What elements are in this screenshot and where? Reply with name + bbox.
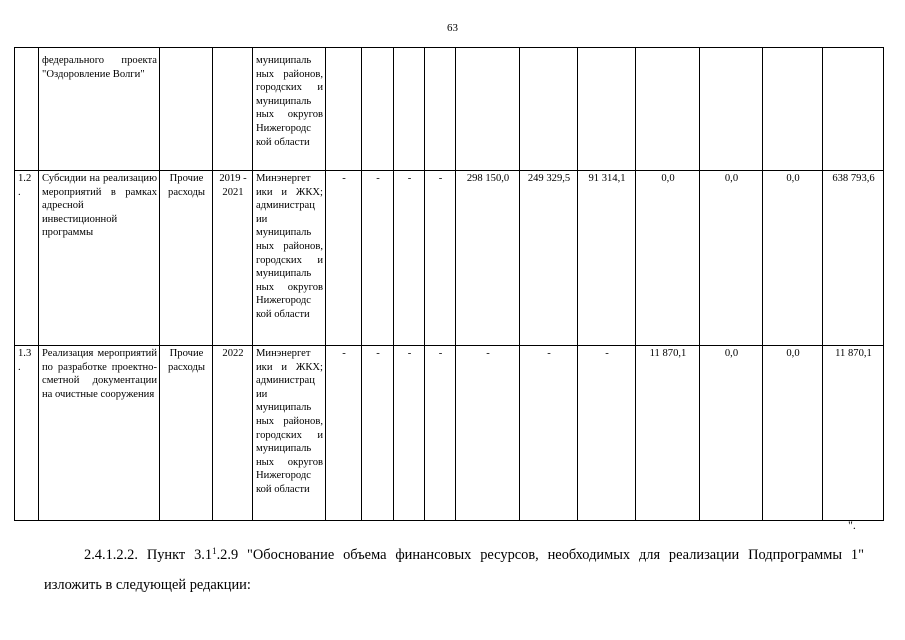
row-executor-cell: Минэнергет ики и ЖКХ; администрац ии муниципаль ных районов, городских и муниципаль ных округов Нижегородс кой области: [253, 171, 326, 346]
row-name-cell: федерального проекта "Оздоровление Волги": [39, 48, 160, 171]
paragraph-text-2: .2.9 "Обоснование объема финансовых ресурсов, необходимых для реализации Подпрограммы 1" изложить в следующей редакции:: [44, 547, 864, 593]
row-period-cell: 2019 - 2021: [213, 171, 253, 346]
row-executor-cell: Минэнергет ики и ЖКХ; администрац ии муниципаль ных районов, городских и муниципаль ных округов Нижегородс кой области: [253, 346, 326, 521]
row-value-cell: [456, 48, 520, 171]
row-value-cell: -: [520, 346, 578, 521]
row-value-cell: [636, 48, 700, 171]
row-value-cell: 0,0: [700, 171, 763, 346]
row-source-cell: Прочие расходы: [160, 346, 213, 521]
row-value-cell: 0,0: [636, 171, 700, 346]
row-value-cell: -: [456, 346, 520, 521]
row-value-cell: [425, 48, 456, 171]
row-value-cell: [362, 48, 394, 171]
row-value-cell: -: [394, 346, 425, 521]
row-number-cell: [15, 48, 39, 171]
row-number-cell: 1.2 .: [15, 171, 39, 346]
row-source-cell: Прочие расходы: [160, 171, 213, 346]
row-value-cell: [823, 48, 884, 171]
row-value-cell: -: [394, 171, 425, 346]
row-value-cell: [394, 48, 425, 171]
row-period-cell: [213, 48, 253, 171]
row-value-cell: 11 870,1: [636, 346, 700, 521]
row-value-cell: -: [326, 346, 362, 521]
row-value-cell: [700, 48, 763, 171]
paragraph-text-1: 2.4.1.2.2. Пункт 3.1: [84, 547, 213, 563]
closing-quote: ".: [848, 518, 856, 532]
row-value-cell: 249 329,5: [520, 171, 578, 346]
row-value-cell: 638 793,6: [823, 171, 884, 346]
row-value-cell: [763, 48, 823, 171]
row-value-cell: -: [425, 171, 456, 346]
row-value-cell: 11 870,1: [823, 346, 884, 521]
row-period-cell: 2022: [213, 346, 253, 521]
row-value-cell: -: [425, 346, 456, 521]
table-row: [15, 48, 884, 171]
row-name-cell: Субсидии на реализацию мероприятий в рамках адресной инвестиционной программы: [39, 171, 160, 346]
table-row: [15, 171, 884, 346]
page-number: 63: [447, 22, 458, 34]
row-executor-cell: муниципаль ных районов, городских и муниципаль ных округов Нижегородс кой области: [253, 48, 326, 171]
budget-table: [14, 47, 884, 521]
paragraph-superscript: 1: [212, 546, 217, 556]
row-value-cell: 298 150,0: [456, 171, 520, 346]
table-row: [15, 346, 884, 521]
row-value-cell: -: [362, 171, 394, 346]
row-value-cell: [520, 48, 578, 171]
row-value-cell: 0,0: [700, 346, 763, 521]
row-value-cell: -: [326, 171, 362, 346]
row-value-cell: [578, 48, 636, 171]
row-value-cell: 0,0: [763, 171, 823, 346]
row-source-cell: [160, 48, 213, 171]
row-name-cell: Реализация мероприятий по разработке проектно-сметной документации на очистные сооружения: [39, 346, 160, 521]
row-value-cell: 91 314,1: [578, 171, 636, 346]
amendment-paragraph: [44, 540, 864, 600]
row-value-cell: -: [362, 346, 394, 521]
row-value-cell: 0,0: [763, 346, 823, 521]
row-value-cell: [326, 48, 362, 171]
row-value-cell: -: [578, 346, 636, 521]
row-number-cell: 1.3 .: [15, 346, 39, 521]
